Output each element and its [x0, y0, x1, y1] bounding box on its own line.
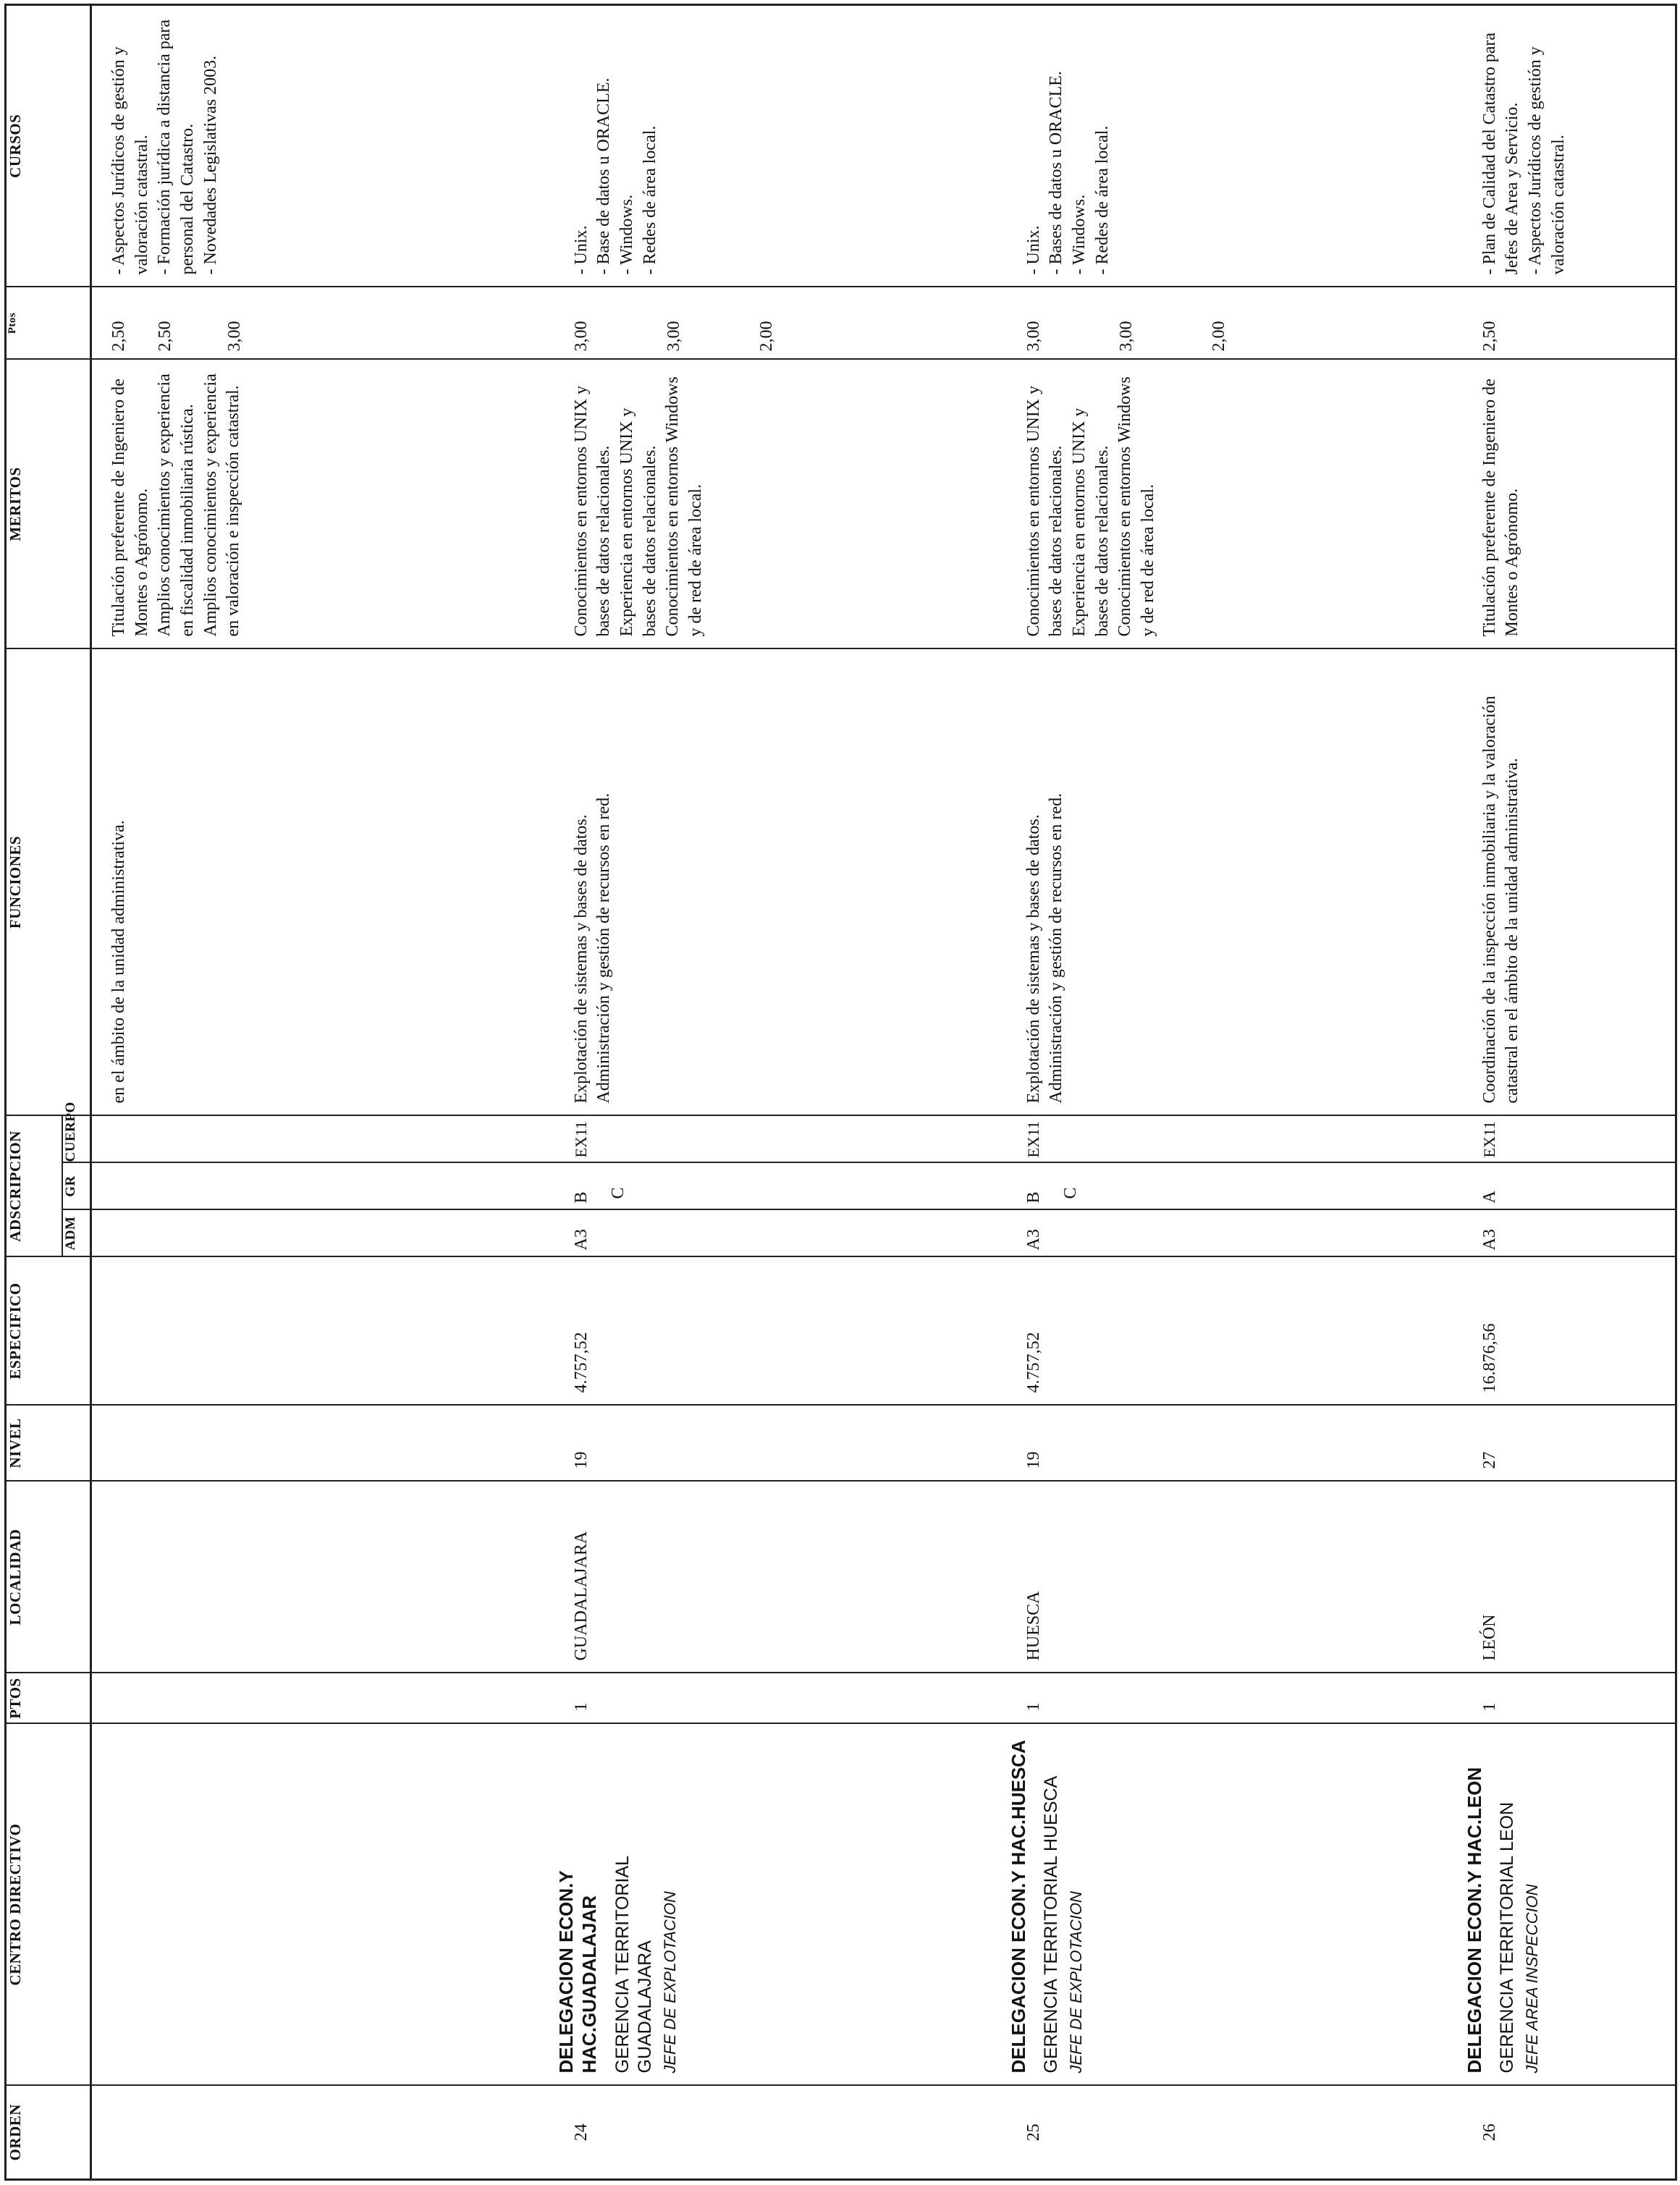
puesto-name: JEFE AREA INSPECCION [1523, 1884, 1542, 2074]
puesto-name: JEFE DE EXPLOTACION [1067, 1891, 1086, 2074]
grupo-value: C [1061, 1187, 1081, 1199]
cuerpo-value: EX11 [571, 1120, 590, 1158]
curso-item: - Plan de Calidad del Catastro para Jefes de Area y Servicio. [1480, 32, 1522, 275]
merito-points: 3,00 [225, 321, 244, 352]
adm-value: A3 [1480, 1229, 1499, 1251]
curso-item: - Windows. [617, 194, 636, 275]
funcion-item: Administración y gestión de recursos en red. [594, 793, 614, 1104]
puesto-name: JEFE DE EXPLOTACION [661, 1891, 679, 2074]
funcion-item: Coordinación de la inspección inmobiliaria y la valoración catastral en el ámbito de la unidad administrativa. [1480, 696, 1522, 1104]
localidad-value: HUESCA [1023, 1591, 1043, 1661]
delegacion-name: DELEGACION ECON.Y HAC.LEON [1463, 1767, 1485, 2074]
cuerpo-value: EX11 [1480, 1120, 1498, 1158]
header-adscripcion: ADSCRIPCION [6, 1115, 62, 1256]
orden-value: 25 [1023, 2123, 1043, 2142]
ptos-value: 1 [1023, 1702, 1043, 1712]
curso-item: - Unix. [1023, 225, 1043, 275]
orden-value: 24 [571, 2123, 591, 2142]
adm-value: A3 [1023, 1229, 1043, 1251]
curso-item: - Aspectos Jurídicos de gestión y valoración catastral. [109, 46, 151, 275]
curso-item: - Base de datos u ORACLE. [594, 77, 614, 275]
funcion-item: Administración y gestión de recursos en red. [1047, 793, 1066, 1104]
grupo-value: B [1023, 1191, 1043, 1204]
plazas-table [4, 4, 1677, 2181]
curso-item: - Bases de datos u ORACLE. [1047, 71, 1066, 275]
table-row [1463, 4, 1676, 2179]
merito-item: Conocimientos en entornos Windows y de red de área local. [663, 376, 705, 637]
cuerpo-value: EX11 [1023, 1120, 1042, 1158]
table-row [554, 4, 1007, 2179]
ptos-value: 1 [571, 1702, 591, 1712]
localidad-value: GUADALAJARA [571, 1531, 591, 1661]
delegacion-name: DELEGACION ECON.Y HAC.HUESCA [1007, 1740, 1029, 2074]
merito-item: Experiencia en entornos UNIX y bases de datos relacionales. [617, 407, 659, 637]
curso-item: - Formación jurídica a distancia para personal del Catastro. [155, 19, 198, 275]
especifico-value: 16.876,56 [1480, 1323, 1499, 1393]
header-ptos-meritos: Ptos [6, 287, 91, 359]
merito-points: 3,00 [1116, 321, 1136, 352]
funciones-text: en el ámbito de la unidad administrativa. [109, 820, 128, 1104]
header-centro-directivo: CENTRO DIRECTIVO [6, 1724, 91, 2086]
merito-item: Experiencia en entornos UNIX y bases de datos relacionales. [1069, 407, 1112, 637]
merito-points: 2,00 [1209, 321, 1228, 352]
funcion-item: Explotación de sistemas y bases de datos. [571, 814, 591, 1104]
merito-item: Conocimientos en entornos UNIX y bases de datos relacionales. [571, 385, 614, 637]
header-gr: GR [62, 1163, 91, 1210]
nivel-value: 19 [571, 1451, 591, 1469]
merito-item: Conocimientos en entornos UNIX y bases de datos relacionales. [1023, 385, 1066, 637]
header-cursos: CURSOS [6, 4, 91, 287]
merito-points: 3,00 [1023, 321, 1043, 352]
table-row [1007, 4, 1463, 2179]
merito-item: Titulación preferente de Ingeniero de Montes o Agrónomo. [1480, 379, 1522, 637]
header-adm: ADM [62, 1210, 91, 1257]
header-nivel: NIVEL [6, 1406, 91, 1482]
grupo-value: C [609, 1187, 628, 1199]
header-localidad: LOCALIDAD [6, 1482, 91, 1673]
gerencia-name: GERENCIA TERRITORIAL GUADALAJARA [612, 1856, 655, 2074]
localidad-value: LEÓN [1480, 1614, 1499, 1661]
merito-item: Amplios conocimientos y experiencia en fiscalidad inmobiliaria rústica. [155, 373, 198, 637]
especifico-value: 4.757,52 [571, 1332, 591, 1393]
nivel-value: 19 [1023, 1451, 1043, 1469]
header-orden: ORDEN [6, 2086, 91, 2180]
gerencia-name: GERENCIA TERRITORIAL LEON [1497, 1801, 1517, 2074]
merito-item: Titulación preferente de Ingeniero de Montes o Agrónomo. [109, 379, 151, 637]
funcion-item: Explotación de sistemas y bases de datos. [1023, 814, 1043, 1104]
curso-item: - Unix. [571, 225, 591, 275]
table-header [6, 4, 91, 2179]
delegacion-name: DELEGACION ECON.Y HAC.GUADALAJAR [554, 1870, 600, 2074]
grupo-value: A [1480, 1191, 1499, 1204]
header-meritos: MERITOS [6, 359, 91, 648]
merito-points: 2,50 [109, 321, 128, 352]
merito-item: Conocimientos en entornos Windows y de red de área local. [1115, 376, 1157, 637]
merito-points: 2,50 [156, 321, 174, 352]
nivel-value: 27 [1480, 1451, 1499, 1469]
header-especifico: ESPECIFICO [6, 1257, 91, 1406]
curso-item: - Windows. [1069, 194, 1089, 275]
grupo-value: B [571, 1191, 591, 1204]
merito-points: 2,50 [1480, 321, 1499, 352]
header-funciones: FUNCIONES [6, 648, 91, 1115]
merito-points: 3,00 [571, 321, 591, 352]
gerencia-name: GERENCIA TERRITORIAL HUESCA [1041, 1775, 1061, 2074]
merito-item: Amplios conocimientos y experiencia en valoración e inspección catastral. [200, 373, 243, 637]
curso-item: - Novedades Legislativas 2003. [200, 55, 220, 275]
orden-value: 26 [1480, 2123, 1499, 2142]
header-cuerpo: CUERPO [62, 1115, 91, 1162]
curso-item: - Redes de área local. [1092, 125, 1112, 275]
merito-points: 3,00 [664, 321, 683, 352]
especifico-value: 4.757,52 [1023, 1332, 1043, 1393]
ptos-value: 1 [1480, 1702, 1499, 1712]
table-row-continuation [91, 4, 554, 2179]
adm-value: A3 [571, 1229, 591, 1251]
curso-item: - Aspectos Jurídicos de gestión y valoración catastral. [1525, 46, 1568, 275]
header-ptos: PTOS [6, 1673, 91, 1724]
merito-points: 2,00 [756, 321, 776, 352]
curso-item: - Redes de área local. [640, 125, 659, 275]
